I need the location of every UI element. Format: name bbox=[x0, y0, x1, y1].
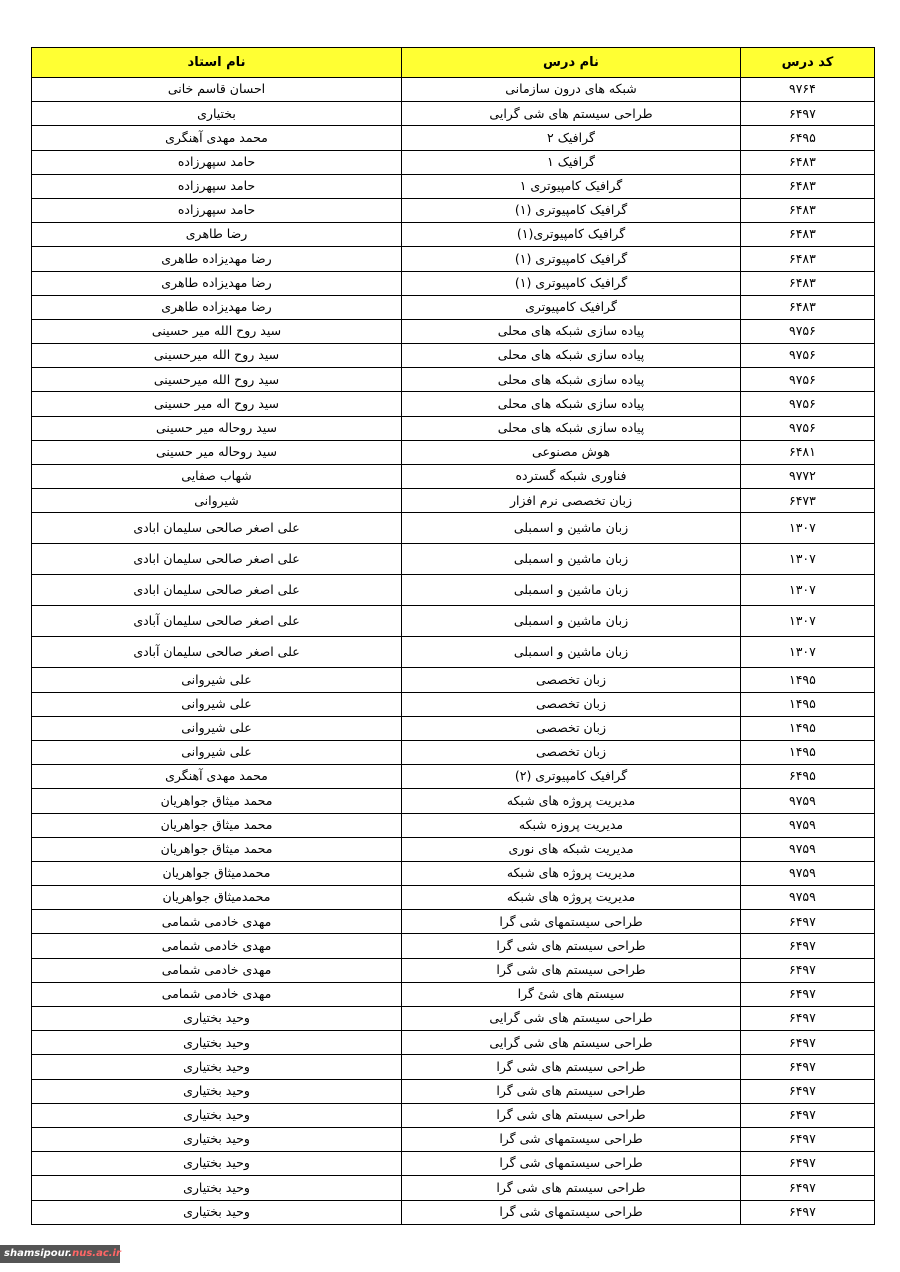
table-row bbox=[32, 440, 875, 464]
course-code-cell: ۶۴۹۷ bbox=[741, 102, 875, 126]
instructor-cell: وحید بختیاری bbox=[32, 1176, 402, 1200]
instructor-cell: سید روح اله میر حسینی bbox=[32, 392, 402, 416]
table-row bbox=[32, 910, 875, 934]
course-name-cell: طراحی سیستم های شی گرا bbox=[402, 1176, 741, 1200]
course-code-cell: ۶۴۹۷ bbox=[741, 1103, 875, 1127]
course-name-cell: طراحی سیستم های شی گرا bbox=[402, 1103, 741, 1127]
course-code-cell: ۶۴۹۷ bbox=[741, 1007, 875, 1031]
table-row bbox=[32, 1031, 875, 1055]
instructor-cell: علی شیروانی bbox=[32, 740, 402, 764]
course-code-cell: ۶۴۷۳ bbox=[741, 489, 875, 513]
course-column-header: نام درس bbox=[402, 48, 741, 78]
course-name-cell: گرافیک کامپیوتری (۱) bbox=[402, 271, 741, 295]
table-row bbox=[32, 1055, 875, 1079]
instructor-cell: علی شیروانی bbox=[32, 716, 402, 740]
instructor-cell: وحید بختیاری bbox=[32, 1127, 402, 1151]
instructor-cell: احسان قاسم خانی bbox=[32, 78, 402, 102]
course-code-cell: ۱۴۹۵ bbox=[741, 716, 875, 740]
table-row bbox=[32, 78, 875, 102]
course-code-cell: ۹۷۵۶ bbox=[741, 368, 875, 392]
course-name-cell: طراحی سیستمهای شی گرا bbox=[402, 1127, 741, 1151]
course-name-cell: گرافیک کامپیوتری (۱) bbox=[402, 198, 741, 222]
course-code-cell: ۶۴۸۳ bbox=[741, 223, 875, 247]
course-name-cell: زبان تخصصی bbox=[402, 716, 741, 740]
table-row bbox=[32, 344, 875, 368]
instructor-cell: شهاب صفایی bbox=[32, 465, 402, 489]
course-name-cell: طراحی سیستم های شی گرا bbox=[402, 958, 741, 982]
course-code-cell: ۶۴۸۳ bbox=[741, 295, 875, 319]
table-row bbox=[32, 886, 875, 910]
course-name-cell: گرافیک کامپیوتری ۱ bbox=[402, 174, 741, 198]
instructor-cell: وحید بختیاری bbox=[32, 1055, 402, 1079]
table-row bbox=[32, 247, 875, 271]
code-column-header: کد درس bbox=[741, 48, 875, 78]
table-row bbox=[32, 223, 875, 247]
course-name-cell: مدیریت پروزه شبکه bbox=[402, 813, 741, 837]
course-code-cell: ۶۴۹۵ bbox=[741, 126, 875, 150]
course-code-cell: ۱۳۰۷ bbox=[741, 513, 875, 544]
course-code-cell: ۶۴۸۳ bbox=[741, 271, 875, 295]
course-code-cell: ۹۷۵۹ bbox=[741, 861, 875, 885]
course-code-cell: ۶۴۹۷ bbox=[741, 958, 875, 982]
instructor-cell: محمدمیثاق جواهریان bbox=[32, 861, 402, 885]
course-name-cell: گرافیک کامپیوتری bbox=[402, 295, 741, 319]
course-code-cell: ۶۴۸۳ bbox=[741, 174, 875, 198]
table-row bbox=[32, 102, 875, 126]
instructor-cell: حامد سپهرزاده bbox=[32, 150, 402, 174]
course-code-cell: ۱۳۰۷ bbox=[741, 544, 875, 575]
course-code-cell: ۶۴۹۷ bbox=[741, 1176, 875, 1200]
table-row bbox=[32, 692, 875, 716]
course-code-cell: ۹۷۵۹ bbox=[741, 813, 875, 837]
header-row bbox=[32, 48, 875, 78]
course-code-cell: ۱۴۹۵ bbox=[741, 668, 875, 692]
instructor-cell: سید روح الله میرحسینی bbox=[32, 368, 402, 392]
table-row bbox=[32, 1079, 875, 1103]
course-name-cell: زبان ماشین و اسمبلی bbox=[402, 637, 741, 668]
instructor-cell: محمد مهدی آهنگری bbox=[32, 126, 402, 150]
table-row bbox=[32, 606, 875, 637]
course-code-cell: ۶۴۹۷ bbox=[741, 1200, 875, 1224]
course-code-cell: ۶۴۹۷ bbox=[741, 1079, 875, 1103]
course-name-cell: زبان ماشین و اسمبلی bbox=[402, 513, 741, 544]
instructor-cell: مهدی خادمی شمامی bbox=[32, 934, 402, 958]
table-row bbox=[32, 1103, 875, 1127]
table-row bbox=[32, 837, 875, 861]
table-row bbox=[32, 1127, 875, 1151]
course-code-cell: ۹۷۵۹ bbox=[741, 837, 875, 861]
course-code-cell: ۹۷۵۶ bbox=[741, 319, 875, 343]
course-code-cell: ۱۳۰۷ bbox=[741, 637, 875, 668]
course-code-cell: ۹۷۵۹ bbox=[741, 789, 875, 813]
site-watermark-prefix: shamsipour. bbox=[4, 1248, 73, 1259]
course-name-cell: زبان ماشین و اسمبلی bbox=[402, 575, 741, 606]
instructor-cell: محمد میثاق جواهریان bbox=[32, 837, 402, 861]
course-name-cell: مدیریت پروژه های شبکه bbox=[402, 886, 741, 910]
instructor-column-header: نام استاد bbox=[32, 48, 402, 78]
course-name-cell: طراحی سیستم های شی گرا bbox=[402, 934, 741, 958]
instructor-cell: وحید بختیاری bbox=[32, 1103, 402, 1127]
instructor-cell: رضا مهدیزاده طاهری bbox=[32, 295, 402, 319]
course-name-cell: مدیریت شبکه های نوری bbox=[402, 837, 741, 861]
course-name-cell: پیاده سازی شبکه های محلی bbox=[402, 416, 741, 440]
instructor-cell: وحید بختیاری bbox=[32, 1152, 402, 1176]
course-name-cell: سیستم های شئ گرا bbox=[402, 982, 741, 1006]
course-name-cell: مدیریت پروژه های شبکه bbox=[402, 861, 741, 885]
instructor-cell: محمد میثاق جواهریان bbox=[32, 789, 402, 813]
course-code-cell: ۶۴۹۷ bbox=[741, 1127, 875, 1151]
course-name-cell: زبان تخصصی bbox=[402, 740, 741, 764]
table-row bbox=[32, 1007, 875, 1031]
course-table bbox=[31, 47, 875, 1225]
table-row bbox=[32, 295, 875, 319]
course-name-cell: پیاده سازی شبکه های محلی bbox=[402, 319, 741, 343]
course-code-cell: ۶۴۹۷ bbox=[741, 982, 875, 1006]
course-code-cell: ۱۴۹۵ bbox=[741, 692, 875, 716]
instructor-cell: رضا مهدیزاده طاهری bbox=[32, 271, 402, 295]
instructor-cell: علی اصغر صالحی سلیمان آبادی bbox=[32, 637, 402, 668]
instructor-cell: محمد میثاق جواهریان bbox=[32, 813, 402, 837]
table-row bbox=[32, 368, 875, 392]
course-code-cell: ۹۷۵۹ bbox=[741, 886, 875, 910]
site-watermark-accent: nus.ac.ir bbox=[72, 1248, 121, 1259]
course-name-cell: گرافیک ۱ bbox=[402, 150, 741, 174]
table-row bbox=[32, 1200, 875, 1224]
instructor-cell: سید روحاله میر حسینی bbox=[32, 440, 402, 464]
table-row bbox=[32, 934, 875, 958]
course-code-cell: ۶۴۹۷ bbox=[741, 934, 875, 958]
course-name-cell: زبان تخصصی bbox=[402, 692, 741, 716]
table-row bbox=[32, 958, 875, 982]
instructor-cell: حامد سپهرزاده bbox=[32, 174, 402, 198]
course-name-cell: گرافیک کامپیوتری (۱) bbox=[402, 247, 741, 271]
table-row bbox=[32, 319, 875, 343]
instructor-cell: علی اصغر صالحی سلیمان آبادی bbox=[32, 606, 402, 637]
table-row bbox=[32, 198, 875, 222]
course-name-cell: مدیریت پروژه های شبکه bbox=[402, 789, 741, 813]
course-name-cell: گرافیک کامپیوتری (۲) bbox=[402, 765, 741, 789]
instructor-cell: بختیاری bbox=[32, 102, 402, 126]
instructor-cell: علی شیروانی bbox=[32, 668, 402, 692]
table-row bbox=[32, 716, 875, 740]
course-code-cell: ۶۴۹۷ bbox=[741, 1055, 875, 1079]
table-row bbox=[32, 513, 875, 544]
instructor-cell: مهدی خادمی شمامی bbox=[32, 958, 402, 982]
course-name-cell: شبکه های درون سازمانی bbox=[402, 78, 741, 102]
instructor-cell: مهدی خادمی شمامی bbox=[32, 910, 402, 934]
course-name-cell: طراحی سیستمهای شی گرا bbox=[402, 910, 741, 934]
instructor-cell: مهدی خادمی شمامی bbox=[32, 982, 402, 1006]
course-name-cell: گرافیک کامپیوتری(۱) bbox=[402, 223, 741, 247]
instructor-cell: محمد مهدی آهنگری bbox=[32, 765, 402, 789]
course-code-cell: ۶۴۸۱ bbox=[741, 440, 875, 464]
course-code-cell: ۶۴۸۳ bbox=[741, 198, 875, 222]
instructor-cell: وحید بختیاری bbox=[32, 1079, 402, 1103]
instructor-cell: سید روح الله میرحسینی bbox=[32, 344, 402, 368]
table-row bbox=[32, 544, 875, 575]
table-row bbox=[32, 392, 875, 416]
course-code-cell: ۶۴۹۷ bbox=[741, 910, 875, 934]
instructor-cell: علی شیروانی bbox=[32, 692, 402, 716]
table-body bbox=[32, 78, 875, 1225]
course-name-cell: زبان تخصصی نرم افزار bbox=[402, 489, 741, 513]
instructor-cell: وحید بختیاری bbox=[32, 1007, 402, 1031]
table-row bbox=[32, 765, 875, 789]
instructor-cell: وحید بختیاری bbox=[32, 1200, 402, 1224]
instructor-cell: رضا طاهری bbox=[32, 223, 402, 247]
course-name-cell: طراحی سیستم های شی گرایی bbox=[402, 1031, 741, 1055]
table-row bbox=[32, 489, 875, 513]
course-code-cell: ۱۳۰۷ bbox=[741, 575, 875, 606]
course-code-cell: ۶۴۹۷ bbox=[741, 1152, 875, 1176]
table-row bbox=[32, 861, 875, 885]
instructor-cell: حامد سپهرزاده bbox=[32, 198, 402, 222]
course-name-cell: طراحی سیستم های شی گرایی bbox=[402, 102, 741, 126]
instructor-cell: علی اصغر صالحی سلیمان ابادی bbox=[32, 575, 402, 606]
instructor-cell: سید روحاله میر حسینی bbox=[32, 416, 402, 440]
table-row bbox=[32, 1176, 875, 1200]
instructor-cell: علی اصغر صالحی سلیمان ابادی bbox=[32, 544, 402, 575]
instructor-cell: محمدمیثاق جواهریان bbox=[32, 886, 402, 910]
course-name-cell: زبان ماشین و اسمبلی bbox=[402, 606, 741, 637]
course-code-cell: ۶۴۹۷ bbox=[741, 1031, 875, 1055]
table-row bbox=[32, 668, 875, 692]
course-name-cell: زبان تخصصی bbox=[402, 668, 741, 692]
course-code-cell: ۹۷۷۲ bbox=[741, 465, 875, 489]
instructor-cell: سید روح الله میر حسینی bbox=[32, 319, 402, 343]
course-name-cell: طراحی سیستم های شی گرایی bbox=[402, 1007, 741, 1031]
course-code-cell: ۶۴۹۵ bbox=[741, 765, 875, 789]
instructor-cell: رضا مهدیزاده طاهری bbox=[32, 247, 402, 271]
table-row bbox=[32, 416, 875, 440]
course-name-cell: هوش مصنوعی bbox=[402, 440, 741, 464]
course-name-cell: فناوری شبکه گسترده bbox=[402, 465, 741, 489]
table-row bbox=[32, 575, 875, 606]
course-code-cell: ۹۷۵۶ bbox=[741, 344, 875, 368]
course-code-cell: ۱۴۹۵ bbox=[741, 740, 875, 764]
table-row bbox=[32, 789, 875, 813]
table-row bbox=[32, 637, 875, 668]
course-code-cell: ۶۴۸۳ bbox=[741, 247, 875, 271]
course-name-cell: طراحی سیستمهای شی گرا bbox=[402, 1152, 741, 1176]
table-row bbox=[32, 271, 875, 295]
course-code-cell: ۹۷۵۶ bbox=[741, 416, 875, 440]
table-row bbox=[32, 174, 875, 198]
table-row bbox=[32, 740, 875, 764]
table-row bbox=[32, 465, 875, 489]
course-name-cell: طراحی سیستم های شی گرا bbox=[402, 1079, 741, 1103]
course-name-cell: پیاده سازی شبکه های محلی bbox=[402, 368, 741, 392]
course-name-cell: پیاده سازی شبکه های محلی bbox=[402, 344, 741, 368]
course-name-cell: طراحی سیستم های شی گرا bbox=[402, 1055, 741, 1079]
instructor-cell: شیروانی bbox=[32, 489, 402, 513]
course-name-cell: زبان ماشین و اسمبلی bbox=[402, 544, 741, 575]
course-name-cell: طراحی سیستمهای شی گرا bbox=[402, 1200, 741, 1224]
course-name-cell: پیاده سازی شبکه های محلی bbox=[402, 392, 741, 416]
course-code-cell: ۹۷۶۴ bbox=[741, 78, 875, 102]
course-name-cell: گرافیک ۲ bbox=[402, 126, 741, 150]
site-watermark bbox=[0, 1245, 120, 1263]
instructor-cell: علی اصغر صالحی سلیمان ابادی bbox=[32, 513, 402, 544]
course-code-cell: ۶۴۸۳ bbox=[741, 150, 875, 174]
instructor-cell: وحید بختیاری bbox=[32, 1031, 402, 1055]
table-row bbox=[32, 1152, 875, 1176]
table-row bbox=[32, 126, 875, 150]
table-row bbox=[32, 982, 875, 1006]
table-row bbox=[32, 813, 875, 837]
course-code-cell: ۹۷۵۶ bbox=[741, 392, 875, 416]
table-row bbox=[32, 150, 875, 174]
course-code-cell: ۱۳۰۷ bbox=[741, 606, 875, 637]
